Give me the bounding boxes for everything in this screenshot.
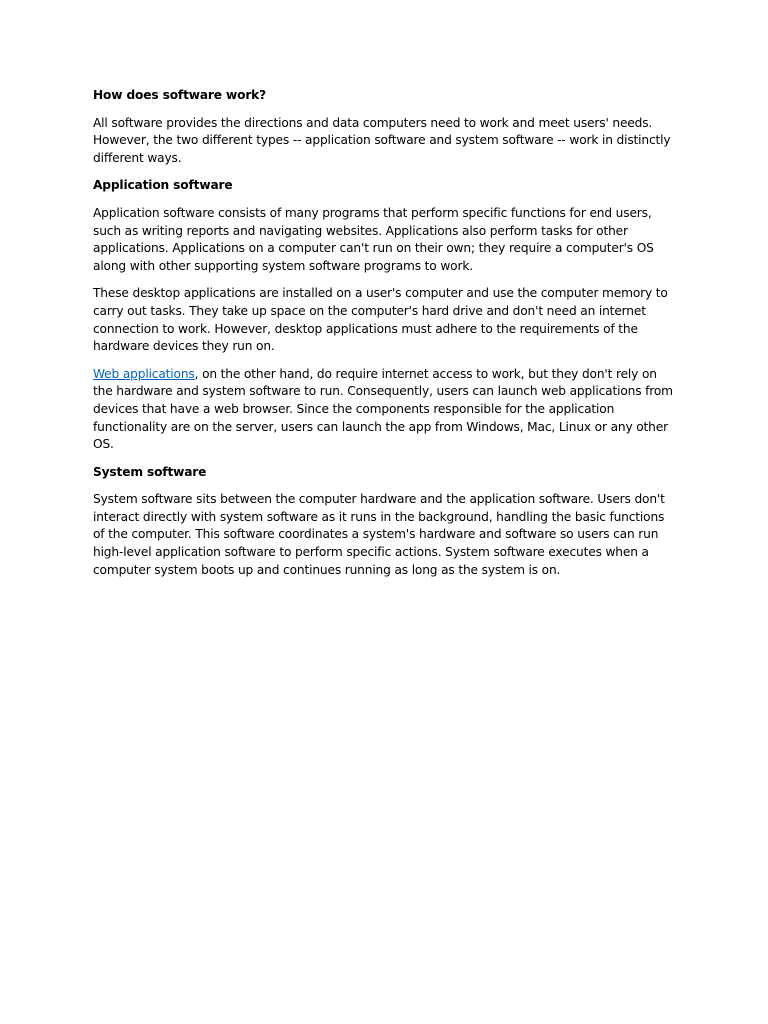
paragraph-desktop-applications: These desktop applications are installed on a user's computer and use the computer memory to carry out tasks. They take up space on the computer's hard drive and don't need an internet connection to work. However, desktop applications must adhere to the requirements of the hardware devices they run on. bbox=[93, 286, 668, 354]
web-applications-link[interactable]: Web applications bbox=[93, 366, 195, 381]
paragraph-intro: All software provides the directions and data computers need to work and meet users' needs. However, the two different types -- application software and system software -- work in distinctly different ways. bbox=[93, 115, 671, 165]
paragraph-application-software: Application software consists of many programs that perform specific functions for end users, such as writing reports and navigating websites. Applications also perform tasks for other applications. Applications on a computer can't run on their own; they require a computer's OS along with other supporting system software programs to work. bbox=[93, 205, 654, 273]
section-heading-how-software-works: How does software work? bbox=[93, 88, 267, 102]
paragraph-system-software: System software sits between the computer hardware and the application software. Users don't interact directly with system software as it runs in the background, handling the basic functions of the computer. This software coordinates a system's hardware and software so users can run high-level application software to perform specific actions. System software executes when a computer system boots up and continues running as long as the system is on. bbox=[93, 492, 665, 577]
section-heading-application-software: Application software bbox=[93, 178, 233, 193]
document-body bbox=[93, 87, 675, 589]
section-heading-system-software: System software bbox=[93, 464, 207, 479]
web-applications-text: , on the other hand, do require internet access to work, but they don't rely on the hardware and system software to run. Consequently, users can launch web applications from devices that have a web browser. Since the components responsible for the application functionality are on the server, users can launch the app from Windows, Mac, Linux or any other OS. bbox=[93, 366, 673, 452]
paragraph-web-applications bbox=[93, 366, 675, 454]
